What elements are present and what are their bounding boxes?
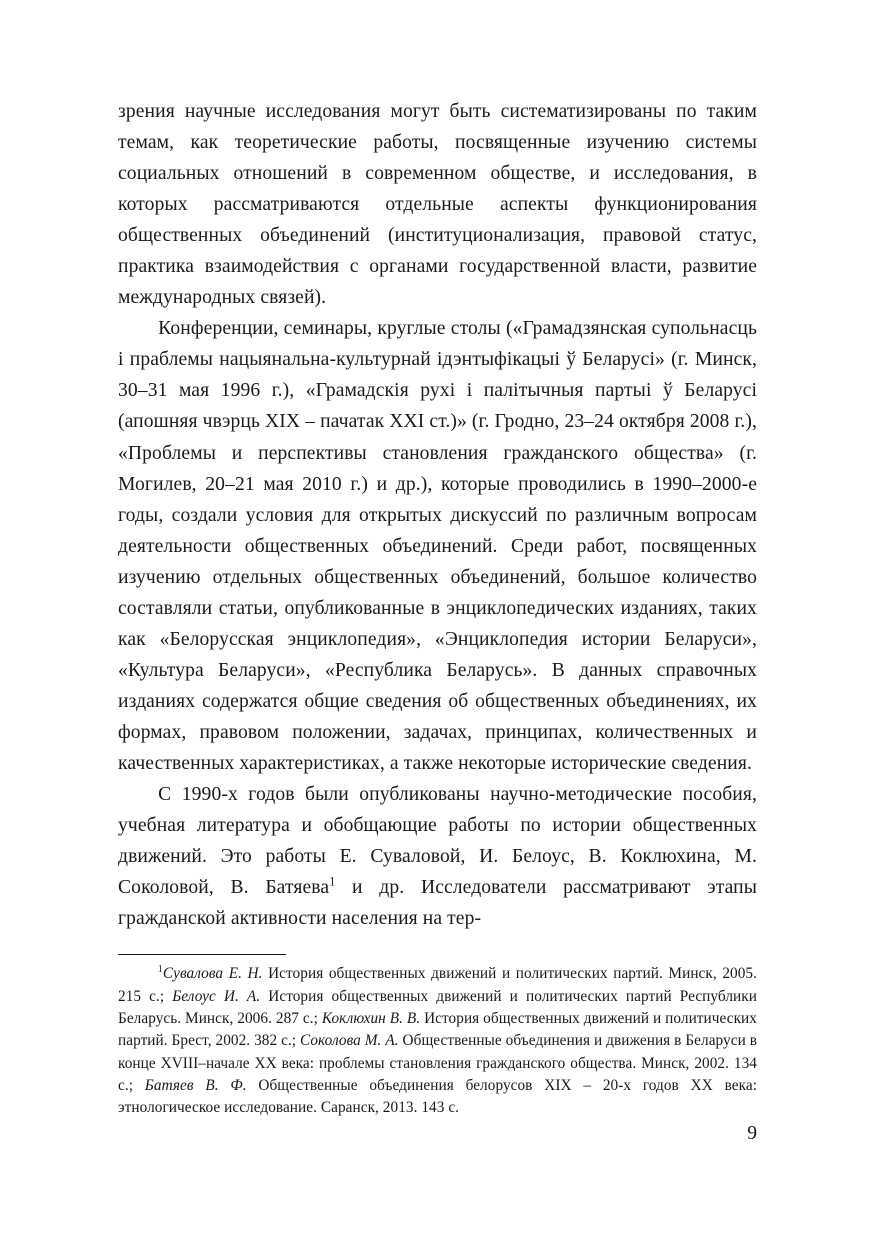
- footnote-segment-8: Батяев В. Ф.: [144, 1076, 247, 1094]
- footnote-segment-5: История общественных движений и политических партий. Брест, 2002. 382 с.;: [118, 1009, 757, 1050]
- footnote-segment-6: Соколова М. А.: [299, 1032, 399, 1050]
- footnote-number: 1: [157, 964, 163, 976]
- paragraph-3-tail: и др. Исследователи рассматривают этапы гражданской активности населения на тер-: [118, 877, 758, 930]
- page-number: 9: [747, 1123, 757, 1144]
- paragraph-2: Конференции, семинары, круглые столы («Грамадзянская супольнасць і праблемы нацыянальна-культурнай ідэнтыфікацыі ў Беларусі» (г. Минск, 30–31 мая 1996 г.), «Грамадскія рухі і палітычныя партыі ў Беларусі (апошняя чвэрць XIX – пачатак XXI ст.)» (г. Гродно, 23–24 октября 2008 г.), «Проблемы и перспективы становления гражданского общества» (г. Могилев, 20–21 мая 2010 г.) и др.), которые проводились в 1990–2000-е годы, создали условия для открытых дискуссий по различным вопросам деятельности общественных объединений. Среди работ, посвященных изучению отдельных общественных объединений, большое количество составляли статьи, опубликованные в энциклопедических изданиях, таких как «Белорусская энциклопедия», «Энциклопедия истории Беларуси», «Культура Беларуси», «Республика Беларусь». В данных справочных изданиях содержатся общие сведения об общественных объединениях, их формах, правовом положении, задачах, принципах, количественных и качественных характеристиках, а также некоторые исторические сведения.: [118, 318, 757, 774]
- footnote-segment-2: Белоус И. А.: [172, 987, 261, 1005]
- paragraph-3-text: С 1990-х годов были опубликованы научно-методические пособия, учебная литература и обобщающие работы по истории общественных движений. Это работы Е. Суваловой, И. Белоус, В. Коклюхина, М. Соколовой, В. Батяева: [118, 784, 757, 899]
- footnote-segment-1: История общественных движений и политических партий. Минск, 2005. 215 с.;: [118, 965, 757, 1005]
- footnote-segment-4: Коклюхин В. В.: [321, 1009, 421, 1027]
- footnote-reference-marker[interactable]: 1: [329, 874, 336, 889]
- footnote-segment-3: История общественных движений и политических партий Республики Беларусь. Минск, 2006. 287 с.;: [118, 987, 758, 1027]
- footnote-segment-7: Общественные объединения и движения в Беларуси в конце XVIII–начале XX века: проблемы становления гражданского общества. Минск, 2002. 134 с.;: [118, 1032, 757, 1094]
- page-body: [118, 96, 757, 934]
- footnote-text: [118, 963, 757, 1119]
- footnote-block: [118, 963, 757, 1119]
- paragraph-3: [118, 779, 757, 934]
- footnote-segment-9: Общественные объединения белорусов XIX – 20-х годов XX века: этнологическое исследование. Саранск, 2013. 143 с.: [118, 1076, 757, 1117]
- paragraph-1: зрения научные исследования могут быть систематизированы по таким темам, как теоретические работы, посвященные изучению системы социальных отношений в современном обществе, и исследования, в которых рассматриваются отдельные аспекты функционирования общественных объединений (институционализация, правовой статус, практика взаимодействия с органами государственной власти, развитие международных связей).: [118, 101, 757, 309]
- footnote-separator: [118, 954, 286, 955]
- footnote-segment-0: Сувалова Е. Н.: [162, 965, 263, 983]
- footnote-segments: [118, 965, 757, 1116]
